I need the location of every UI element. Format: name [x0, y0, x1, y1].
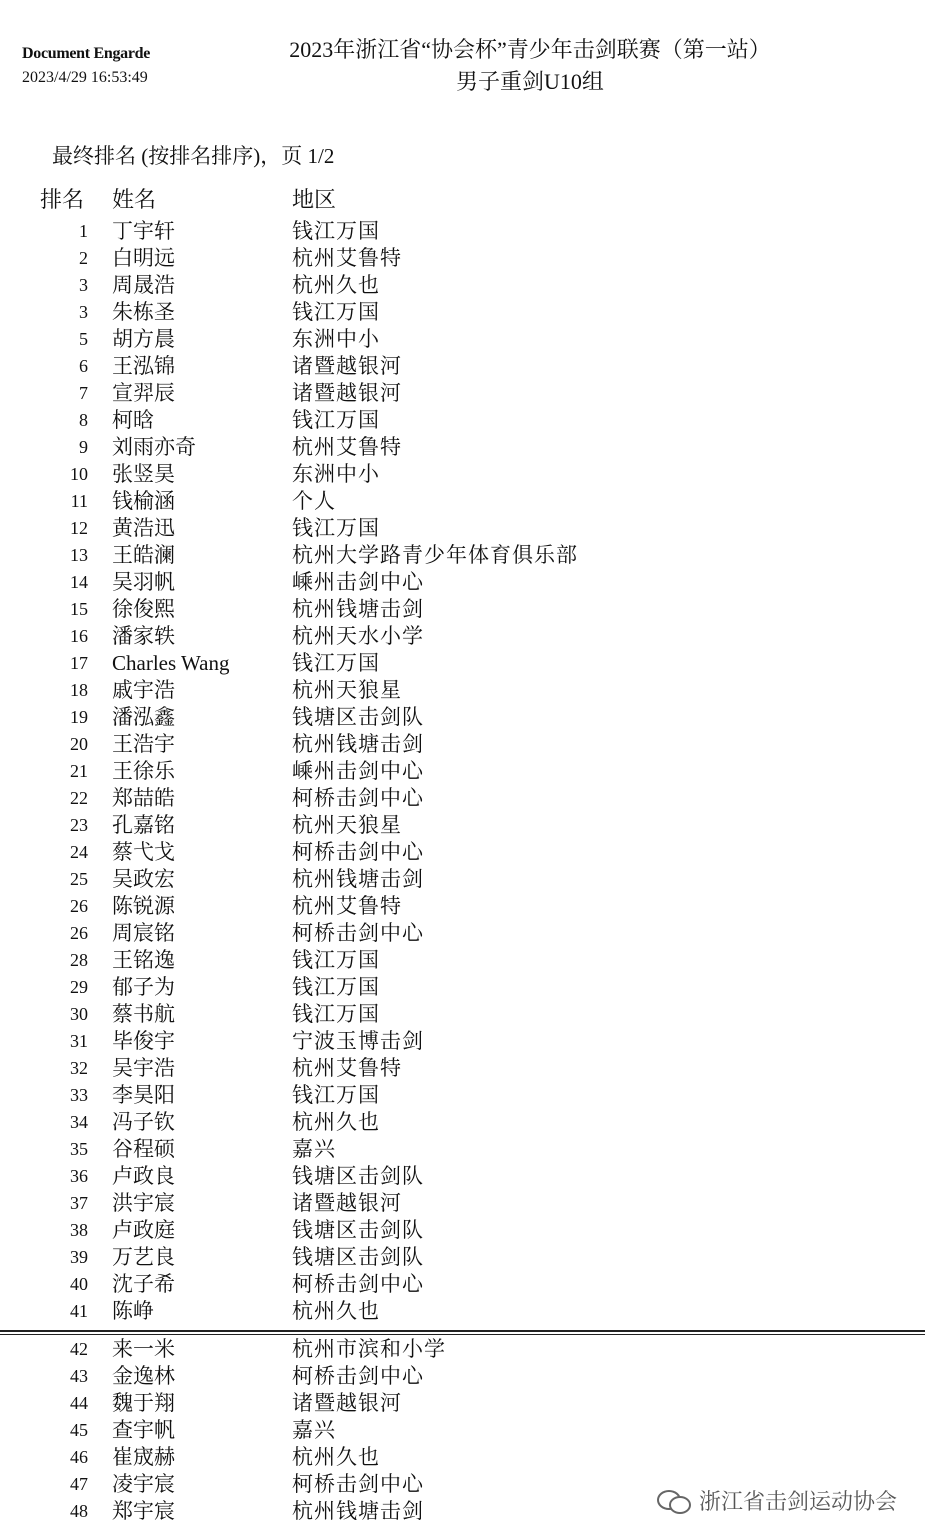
region-cell: 钱江万国: [292, 651, 380, 675]
watermark: [657, 1485, 897, 1516]
region-cell: 杭州钱塘击剑: [292, 1499, 424, 1523]
region-cell: 东洲中小: [292, 462, 380, 486]
header-name: 姓名: [112, 187, 157, 212]
name-cell: 万艺良: [112, 1245, 175, 1269]
table-row: [0, 434, 925, 461]
rank-cell: 2: [79, 248, 88, 268]
name-cell: 徐俊熙: [112, 597, 175, 621]
table-row: [0, 920, 925, 947]
rank-cell: 28: [70, 950, 88, 970]
region-cell: 东洲中小: [292, 327, 380, 351]
rank-cell: 33: [70, 1085, 88, 1105]
region-cell: 钱江万国: [292, 1002, 380, 1026]
rank-cell: 40: [70, 1274, 88, 1294]
name-cell: 王铭逸: [112, 948, 175, 972]
region-cell: 杭州钱塘击剑: [292, 732, 424, 756]
table-row: [0, 1082, 925, 1109]
rank-cell: 7: [79, 383, 88, 403]
name-cell: 魏于翔: [112, 1391, 175, 1415]
name-cell: 黄浩迅: [112, 516, 175, 540]
table-row: [0, 677, 925, 704]
rank-cell: 3: [79, 302, 88, 322]
region-cell: 杭州钱塘击剑: [292, 597, 424, 621]
table-row: [0, 1363, 925, 1390]
region-cell: 诸暨越银河: [292, 1191, 402, 1215]
name-cell: 陈峥: [112, 1299, 154, 1323]
table-row: [0, 299, 925, 326]
region-cell: 嵊州击剑中心: [292, 570, 424, 594]
table-row: [0, 866, 925, 893]
table-row: [0, 407, 925, 434]
rank-cell: 15: [70, 599, 88, 619]
name-cell: 冯子钦: [112, 1110, 175, 1134]
table-row: [0, 218, 925, 245]
table-row: [0, 515, 925, 542]
rank-cell: 11: [70, 491, 88, 511]
region-cell: 钱塘区击剑队: [292, 1245, 424, 1269]
table-row: [0, 461, 925, 488]
table-row: [0, 974, 925, 1001]
table-row: [0, 947, 925, 974]
name-cell: 凌宇宸: [112, 1472, 175, 1496]
rank-cell: 35: [70, 1139, 88, 1159]
table-row: [0, 596, 925, 623]
name-cell: 郑喆皓: [112, 786, 175, 810]
region-cell: 钱江万国: [292, 948, 380, 972]
name-cell: 陈锐源: [112, 894, 175, 918]
table-row: [0, 1444, 925, 1471]
rank-cell: 37: [70, 1193, 88, 1213]
rank-cell: 5: [79, 329, 88, 349]
table-row: [0, 1417, 925, 1444]
region-cell: 杭州久也: [292, 1299, 380, 1323]
table-row: [0, 1028, 925, 1055]
region-cell: 杭州市滨和小学: [292, 1337, 446, 1361]
table-row: [0, 1001, 925, 1028]
table-row: [0, 650, 925, 677]
name-cell: Charles Wang: [112, 651, 230, 675]
name-cell: 王皓澜: [112, 543, 175, 567]
table-row: [0, 758, 925, 785]
rank-cell: 21: [70, 761, 88, 781]
rank-cell: 23: [70, 815, 88, 835]
document-meta: [22, 42, 150, 90]
name-cell: 刘雨亦奇: [112, 435, 196, 459]
region-cell: 钱江万国: [292, 300, 380, 324]
table-row: [0, 704, 925, 731]
rank-cell: 29: [70, 977, 88, 997]
print-datetime: 2023/4/29 16:53:49: [22, 69, 148, 86]
rank-cell: 18: [70, 680, 88, 700]
region-cell: 柯桥击剑中心: [292, 1472, 424, 1496]
name-cell: 吴宇浩: [112, 1056, 175, 1080]
page-divider: [0, 1330, 925, 1335]
region-cell: 嘉兴: [292, 1418, 336, 1442]
rank-cell: 38: [70, 1220, 88, 1240]
name-cell: 胡方晨: [112, 327, 175, 351]
rank-cell: 13: [70, 545, 88, 565]
rank-cell: 34: [70, 1112, 88, 1132]
rank-cell: 19: [70, 707, 88, 727]
name-cell: 孔嘉铭: [112, 813, 175, 837]
region-cell: 钱江万国: [292, 516, 380, 540]
rank-cell: 8: [79, 410, 88, 430]
rank-cell: 20: [70, 734, 88, 754]
rank-cell: 6: [79, 356, 88, 376]
watermark-text: 浙江省击剑运动协会: [698, 1490, 897, 1515]
table-row: [0, 272, 925, 299]
table-row: [0, 1217, 925, 1244]
name-cell: 柯晗: [112, 408, 154, 432]
region-cell: 钱塘区击剑队: [292, 1218, 424, 1242]
region-cell: 嘉兴: [292, 1137, 336, 1161]
name-cell: 宣羿辰: [112, 381, 175, 405]
table-row: [0, 542, 925, 569]
region-cell: 杭州钱塘击剑: [292, 867, 424, 891]
region-cell: 诸暨越银河: [292, 381, 402, 405]
engine-name: Document Engarde: [22, 45, 151, 62]
name-cell: 王浩宇: [112, 732, 175, 756]
header-region: 地区: [292, 187, 337, 212]
rank-cell: 12: [70, 518, 88, 538]
name-cell: 沈子希: [112, 1272, 175, 1296]
rank-cell: 46: [70, 1447, 88, 1467]
region-cell: 钱江万国: [292, 975, 380, 999]
header-rank: 排名: [40, 187, 85, 212]
region-cell: 柯桥击剑中心: [292, 1272, 424, 1296]
name-cell: 潘家轶: [112, 624, 175, 648]
table-row: [0, 623, 925, 650]
rank-cell: 43: [70, 1366, 88, 1386]
table-row: [0, 1336, 925, 1363]
rank-cell: 48: [70, 1501, 88, 1521]
region-cell: 杭州久也: [292, 1110, 380, 1134]
name-cell: 周晟浩: [112, 273, 175, 297]
wechat-icon: [657, 1488, 691, 1514]
name-cell: 崔宬赫: [112, 1445, 175, 1469]
table-row: [0, 1190, 925, 1217]
region-cell: 柯桥击剑中心: [292, 1364, 424, 1388]
name-cell: 蔡书航: [112, 1002, 175, 1026]
rank-cell: 24: [70, 842, 88, 862]
rank-cell: 3: [79, 275, 88, 295]
name-cell: 白明远: [112, 246, 175, 270]
rank-cell: 16: [70, 626, 88, 646]
name-cell: 查宇帆: [112, 1418, 175, 1442]
table-row: [0, 731, 925, 758]
table-row: [0, 1390, 925, 1417]
region-cell: 杭州天水小学: [292, 624, 424, 648]
document-title: [215, 34, 845, 98]
region-cell: 诸暨越银河: [292, 1391, 402, 1415]
table-row: [0, 1244, 925, 1271]
name-cell: 吴政宏: [112, 867, 175, 891]
ranking-table-part-1: [0, 218, 925, 1325]
region-cell: 钱江万国: [292, 1083, 380, 1107]
rank-cell: 30: [70, 1004, 88, 1024]
rank-cell: 31: [70, 1031, 88, 1051]
region-cell: 杭州艾鲁特: [292, 246, 402, 270]
title-line-2: 男子重剑U10组: [456, 69, 604, 94]
region-cell: 杭州久也: [292, 1445, 380, 1469]
table-row: [0, 1136, 925, 1163]
table-row: [0, 326, 925, 353]
table-row: [0, 1109, 925, 1136]
table-header: [0, 183, 925, 213]
region-cell: 钱塘区击剑队: [292, 1164, 424, 1188]
name-cell: 来一米: [112, 1337, 175, 1361]
name-cell: 丁宇轩: [112, 219, 175, 243]
name-cell: 戚宇浩: [112, 678, 175, 702]
table-row: [0, 1163, 925, 1190]
table-row: [0, 839, 925, 866]
region-cell: 杭州久也: [292, 273, 380, 297]
region-cell: 杭州艾鲁特: [292, 894, 402, 918]
name-cell: 谷程硕: [112, 1137, 175, 1161]
region-cell: 杭州大学路青少年体育俱乐部: [292, 543, 578, 567]
region-cell: 个人: [292, 489, 336, 513]
rank-cell: 9: [79, 437, 88, 457]
table-row: [0, 1271, 925, 1298]
region-cell: 钱江万国: [292, 219, 380, 243]
region-cell: 杭州艾鲁特: [292, 435, 402, 459]
rank-cell: 39: [70, 1247, 88, 1267]
name-cell: 金逸林: [112, 1364, 175, 1388]
name-cell: 王泓锦: [112, 354, 175, 378]
name-cell: 周宸铭: [112, 921, 175, 945]
name-cell: 张竖昊: [112, 462, 175, 486]
name-cell: 卢政良: [112, 1164, 175, 1188]
region-cell: 宁波玉博击剑: [292, 1029, 424, 1053]
name-cell: 朱栋圣: [112, 300, 175, 324]
rank-cell: 41: [70, 1301, 88, 1321]
rank-cell: 47: [70, 1474, 88, 1494]
region-cell: 杭州天狼星: [292, 813, 402, 837]
rank-cell: 26: [70, 896, 88, 916]
region-cell: 杭州艾鲁特: [292, 1056, 402, 1080]
table-row: [0, 353, 925, 380]
rank-cell: 17: [70, 653, 88, 673]
region-cell: 钱塘区击剑队: [292, 705, 424, 729]
region-cell: 嵊州击剑中心: [292, 759, 424, 783]
name-cell: 毕俊宇: [112, 1029, 175, 1053]
region-cell: 杭州天狼星: [292, 678, 402, 702]
table-row: [0, 380, 925, 407]
name-cell: 李昊阳: [112, 1083, 175, 1107]
rank-cell: 42: [70, 1339, 88, 1359]
table-row: [0, 488, 925, 515]
table-row: [0, 569, 925, 596]
rank-cell: 1: [79, 221, 88, 241]
table-row: [0, 785, 925, 812]
table-row: [0, 812, 925, 839]
name-cell: 钱榆涵: [112, 489, 175, 513]
rank-cell: 22: [70, 788, 88, 808]
rank-cell: 26: [70, 923, 88, 943]
title-line-1: 2023年浙江省“协会杯”青少年击剑联赛（第一站）: [289, 37, 771, 62]
rank-cell: 10: [70, 464, 88, 484]
rank-cell: 44: [70, 1393, 88, 1413]
region-cell: 诸暨越银河: [292, 354, 402, 378]
page-subtitle: 最终排名 (按排名排序)，页 1/2: [52, 144, 335, 168]
rank-cell: 32: [70, 1058, 88, 1078]
name-cell: 王徐乐: [112, 759, 175, 783]
name-cell: 卢政庭: [112, 1218, 175, 1242]
rank-cell: 14: [70, 572, 88, 592]
name-cell: 蔡弋戈: [112, 840, 175, 864]
table-row: [0, 893, 925, 920]
name-cell: 洪宇宸: [112, 1191, 175, 1215]
name-cell: 郁子为: [112, 975, 175, 999]
name-cell: 郑宇宸: [112, 1499, 175, 1523]
region-cell: 柯桥击剑中心: [292, 840, 424, 864]
name-cell: 潘泓鑫: [112, 705, 175, 729]
region-cell: 柯桥击剑中心: [292, 786, 424, 810]
rank-cell: 25: [70, 869, 88, 889]
rank-cell: 45: [70, 1420, 88, 1440]
region-cell: 柯桥击剑中心: [292, 921, 424, 945]
region-cell: 钱江万国: [292, 408, 380, 432]
table-row: [0, 245, 925, 272]
name-cell: 吴羽帆: [112, 570, 175, 594]
rank-cell: 36: [70, 1166, 88, 1186]
table-row: [0, 1055, 925, 1082]
table-row: [0, 1298, 925, 1325]
